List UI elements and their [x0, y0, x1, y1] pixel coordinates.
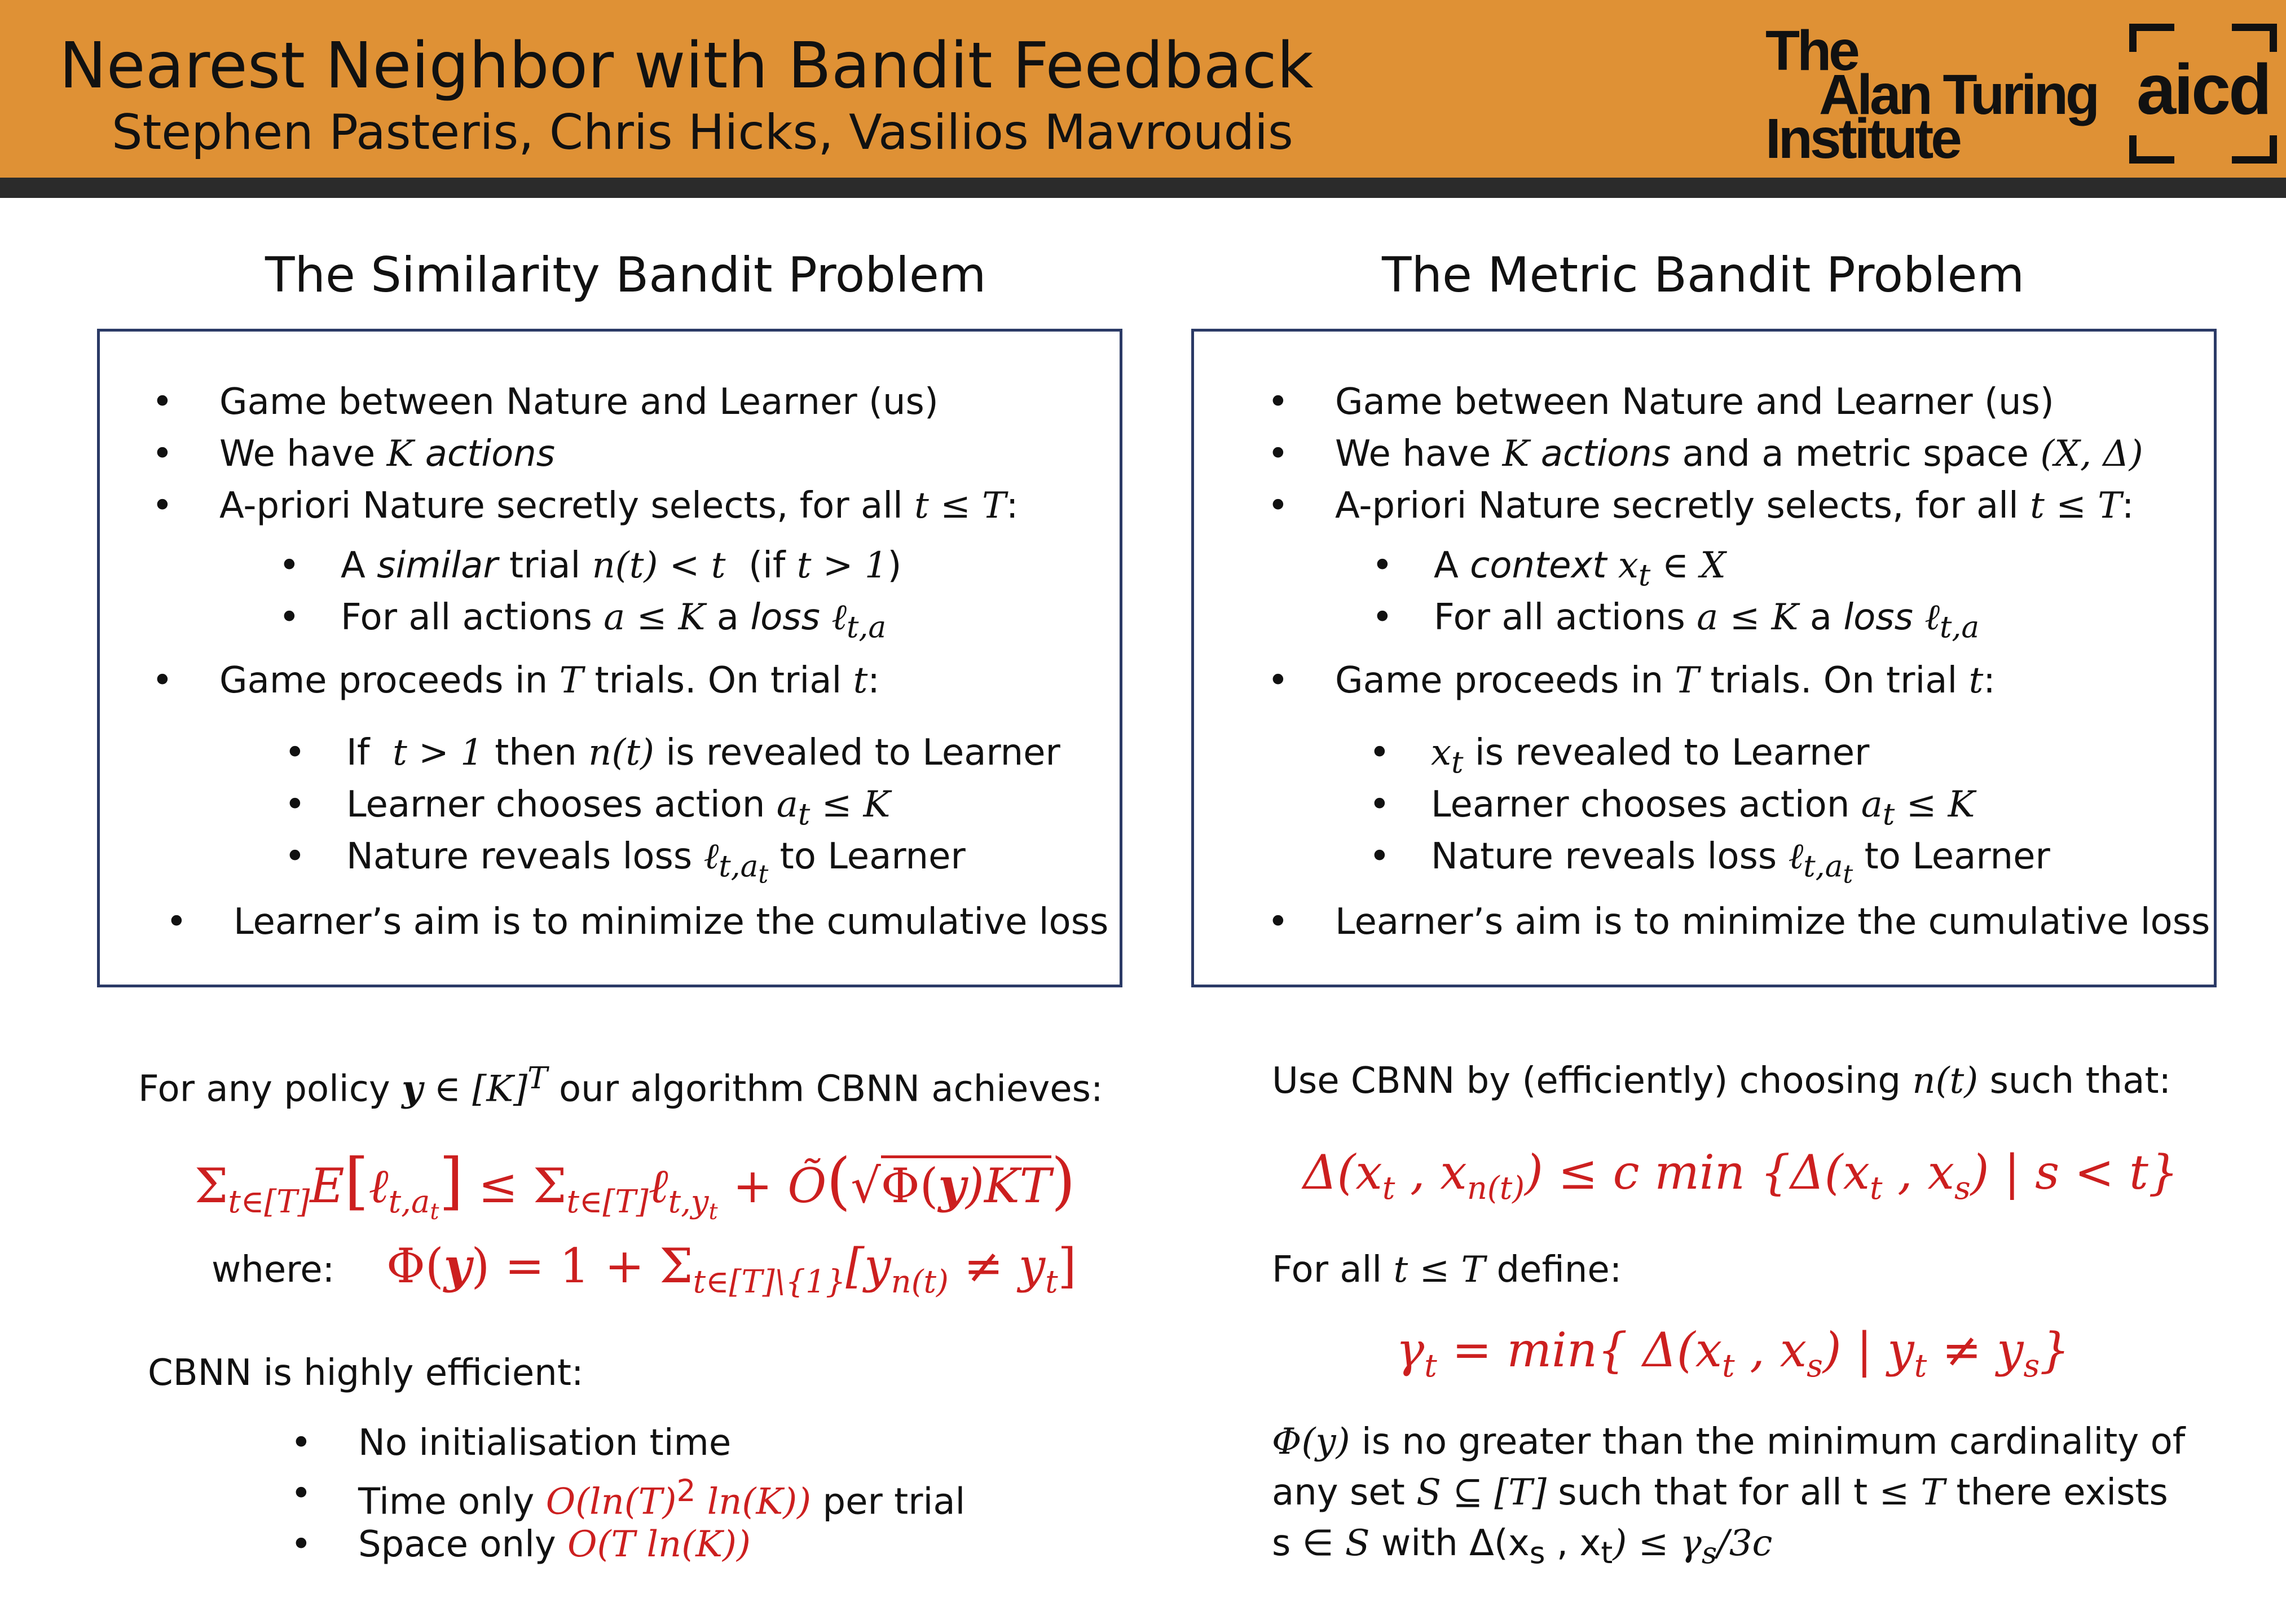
right-section-title: The Metric Bandit Problem	[1382, 247, 2025, 303]
right-bullet-actions: • We have K actions and a metric space (X, Δ)	[1335, 433, 2143, 475]
right-sub-context: • A context $x_t$ ∈ X	[1434, 545, 1726, 593]
left-policy-text: For any policy y ∈ $[K]^T$ our algorithm CBNN achieves:	[138, 1060, 1103, 1110]
left-sub-chooses: • Learner chooses action $a_t \le K$	[346, 784, 890, 832]
logo-line-alan-turing: Alan Turing	[1819, 63, 2098, 126]
aicd-logo	[2129, 24, 2277, 164]
poster-title: Nearest Neighbor with Bandit Feedback	[59, 29, 1314, 103]
regret-bound-formula: $\Sigma_{t\in[T]}E[\ell_{t,a_t}]$ ≤ $\Sigma_{t\in[T]}\ell_{t,y_t}$ + Õ(√Φ(y)KT)	[195, 1145, 1076, 1225]
left-bullet-actions: • We have K actions	[219, 433, 555, 475]
efficiency-bullet-init: • No initialisation time	[358, 1422, 731, 1464]
left-sub-revealed: • If t > 1 then n(t) is revealed to Learner	[346, 732, 1060, 774]
header-divider-bar	[0, 178, 2286, 198]
efficiency-heading: CBNN is highly efficient:	[148, 1352, 584, 1394]
right-bullet-game: • Game between Nature and Learner (us)	[1335, 381, 2054, 423]
cardinality-line-3: s ∈ S with $\Delta(x_s$ , $x_t) \le \gamma_s/3c$	[1272, 1522, 1773, 1570]
right-use-text: Use CBNN by (efficiently) choosing n(t) such that:	[1272, 1060, 2172, 1102]
left-bullet-proceeds: • Game proceeds in T trials. On trial t:	[219, 660, 880, 701]
left-bullet-game: • Game between Nature and Learner (us)	[219, 381, 939, 423]
logo-line-institute: Institute	[1765, 107, 1959, 170]
poster-authors: Stephen Pasteris, Chris Hicks, Vasilios Mavroudis	[112, 104, 1293, 161]
metric-problem-box	[1191, 329, 2217, 987]
neighbor-condition-formula: $\Delta(x_t$ , $x_{n(t)}) \le c$ $\min \{\Delta(x_t$ , $x_s$) | s < t}	[1303, 1145, 2179, 1207]
left-bullet-aim: • Learner’s aim is to minimize the cumulative loss	[234, 901, 1108, 943]
cardinality-line-1: Φ(y) is no greater than the minimum cardinality of	[1272, 1421, 2186, 1463]
right-sub-loss: • For all actions a ≤ K a loss ℓ$_{t,a}$	[1434, 597, 1979, 645]
right-bullet-apriori: • A-priori Nature secretly selects, for all t ≤ T:	[1335, 485, 2134, 527]
similarity-problem-box	[97, 329, 1122, 987]
right-bullet-aim: • Learner’s aim is to minimize the cumulative loss	[1335, 901, 2210, 943]
left-section-title: The Similarity Bandit Problem	[265, 247, 986, 303]
left-sub-loss: • For all actions a ≤ K a loss ℓ$_{t,a}$	[341, 597, 886, 645]
gamma-definition-formula: $\gamma_t = \min${ $\Delta(x_t$ , $x_s$) | $y_t \ne y_s$}	[1396, 1322, 2070, 1384]
where-label: where:	[212, 1249, 335, 1291]
phi-definition-formula: $\Phi(y) = 1 + \Sigma_{t\in[T]\backslash\{1\}}[y_{n(t)} \ne y_t]$	[386, 1238, 1077, 1300]
right-bullet-proceeds: • Game proceeds in T trials. On trial t:	[1335, 660, 1996, 701]
right-sub-revealed: • $x_t$ is revealed to Learner	[1431, 732, 1869, 780]
right-sub-reveals-loss: • Nature reveals loss ℓ$_{t,a_t}$ to Learner	[1431, 836, 2050, 889]
left-bullet-apriori: • A-priori Nature secretly selects, for all t ≤ T:	[219, 485, 1018, 527]
cardinality-line-2: any set S ⊆ [T] such that for all t ≤ T there exists	[1272, 1472, 2168, 1513]
efficiency-bullet-space: • Space only O(T ln(K))	[358, 1524, 751, 1565]
alan-turing-institute-logo	[1765, 19, 2104, 170]
left-sub-reveals-loss: • Nature reveals loss ℓ$_{t,a_t}$ to Learner	[346, 836, 966, 889]
logo-line-the: The	[1765, 19, 1857, 82]
right-define-text: For all t ≤ T define:	[1272, 1249, 1622, 1291]
left-sub-similar-trial: • A similar trial n(t) < t (if t > 1)	[341, 545, 902, 586]
right-sub-chooses: • Learner chooses action $a_t \le K$	[1431, 784, 1975, 832]
efficiency-bullet-time: • Time only $O(\ln(T)^2$ ln(K)) per trial	[358, 1473, 965, 1522]
aicd-wordmark: aicd	[2136, 50, 2270, 129]
